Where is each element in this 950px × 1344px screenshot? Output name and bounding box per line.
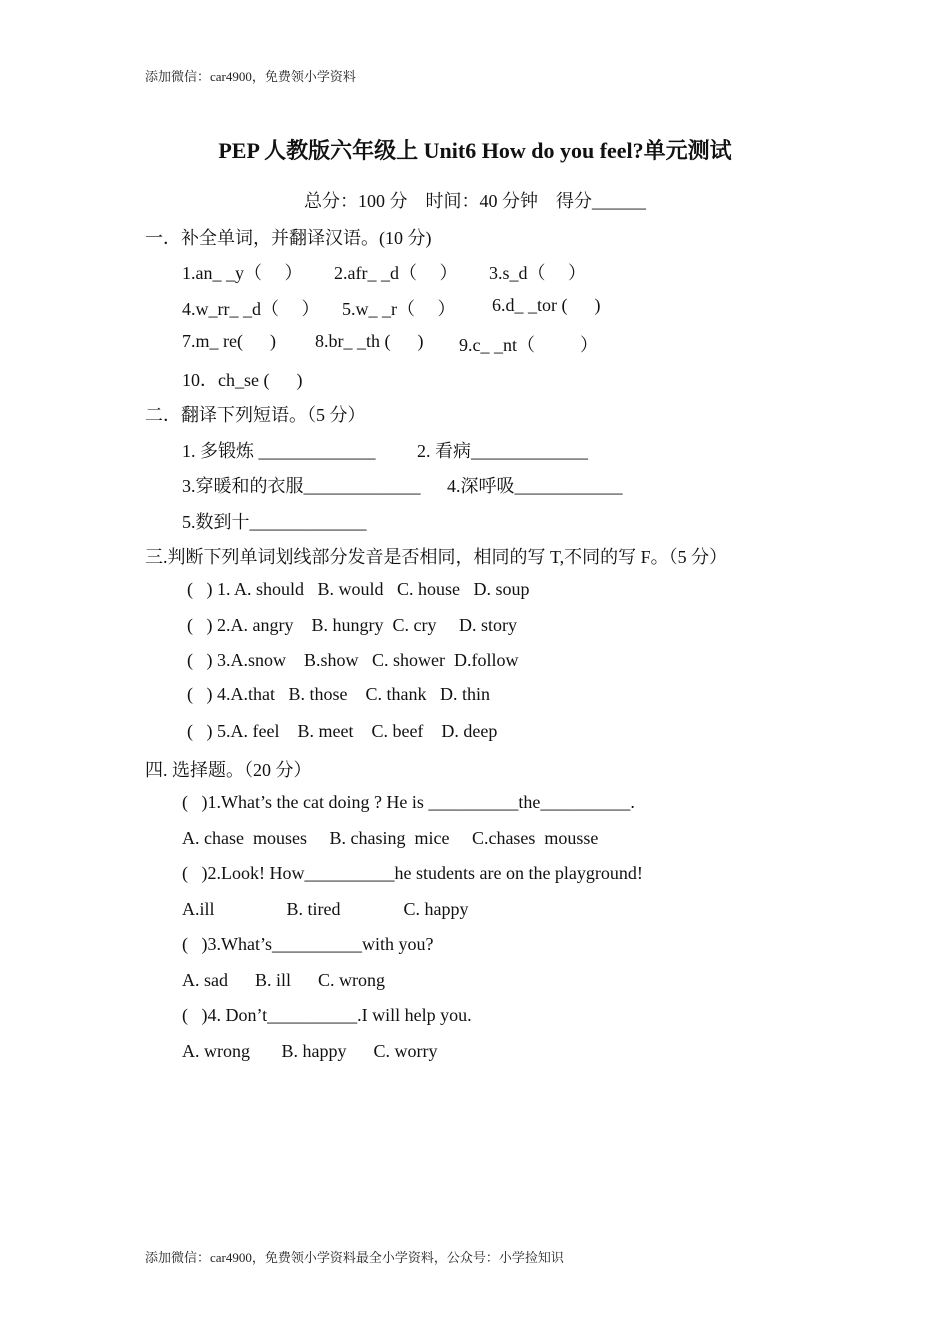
- s3-item-2: ( ) 2.A. angry B. hungry C. cry D. story: [187, 615, 517, 635]
- s4-question-4: ( )4. Don’t__________.I will help you.: [182, 1005, 472, 1025]
- s4-options-3: A. sad B. ill C. wrong: [182, 970, 386, 990]
- s3-item-1: ( ) 1. A. should B. would C. house D. soup: [187, 579, 530, 599]
- s1-item-6: 6.d_ _tor ( ): [492, 295, 601, 315]
- s4-question-2: ( )2.Look! How__________he students are on the playground!: [182, 863, 643, 883]
- s1-item-10: 10．ch_se ( ): [182, 370, 303, 390]
- s2-item-4: 4.深呼吸____________: [447, 476, 623, 496]
- score-time-line: 总分：100 分 时间：40 分钟 得分______: [304, 191, 646, 211]
- section2-heading: 二．翻译下列短语。（5 分）: [145, 405, 366, 425]
- s4-question-3: ( )3.What’s__________with you?: [182, 934, 434, 954]
- s1-item-9: 9.c_ _nt（ ）: [459, 335, 598, 355]
- s1-item-7: 7.m_ re( ): [182, 331, 276, 351]
- s1-item-1: 1.an_ _y（ ）: [182, 263, 303, 283]
- s2-item-2: 2. 看病_____________: [417, 441, 588, 461]
- s4-options-2: A.ill B. tired C. happy: [182, 899, 469, 919]
- section1-heading: 一．补全单词，并翻译汉语。(10 分): [145, 228, 432, 248]
- s2-item-1: 1. 多锻炼 _____________: [182, 441, 376, 461]
- s3-item-4: ( ) 4.A.that B. those C. thank D. thin: [187, 684, 490, 704]
- s1-item-4: 4.w_rr_ _d（ ）: [182, 299, 320, 319]
- s1-item-5: 5.w_ _r（ ）: [342, 299, 456, 319]
- section4-heading: 四. 选择题。（20 分）: [145, 760, 312, 780]
- s4-options-1: A. chase mouses B. chasing mice C.chases mousse: [182, 828, 599, 848]
- header-note: 添加微信：car4900，免费领小学资料: [145, 69, 356, 84]
- s4-options-4: A. wrong B. happy C. worry: [182, 1041, 438, 1061]
- s4-question-1: ( )1.What’s the cat doing ? He is __________the__________.: [182, 792, 635, 812]
- s1-item-3: 3.s_d（ ）: [489, 263, 587, 283]
- section3-heading: 三.判断下列单词划线部分发音是否相同，相同的写 T,不同的写 F。（5 分）: [145, 547, 728, 567]
- s3-item-5: ( ) 5.A. feel B. meet C. beef D. deep: [187, 721, 498, 741]
- footer-note: 添加微信：car4900，免费领小学资料最全小学资料，公众号：小学捡知识: [145, 1250, 564, 1265]
- s3-item-3: ( ) 3.A.snow B.show C. shower D.follow: [187, 650, 519, 670]
- s2-item-5: 5.数到十_____________: [182, 512, 367, 532]
- s1-item-2: 2.afr_ _d（ ）: [334, 263, 458, 283]
- s2-item-3: 3.穿暖和的衣服_____________: [182, 476, 421, 496]
- s1-item-8: 8.br_ _th ( ): [315, 331, 424, 351]
- page-title: PEP 人教版六年级上 Unit6 How do you feel?单元测试: [218, 138, 732, 163]
